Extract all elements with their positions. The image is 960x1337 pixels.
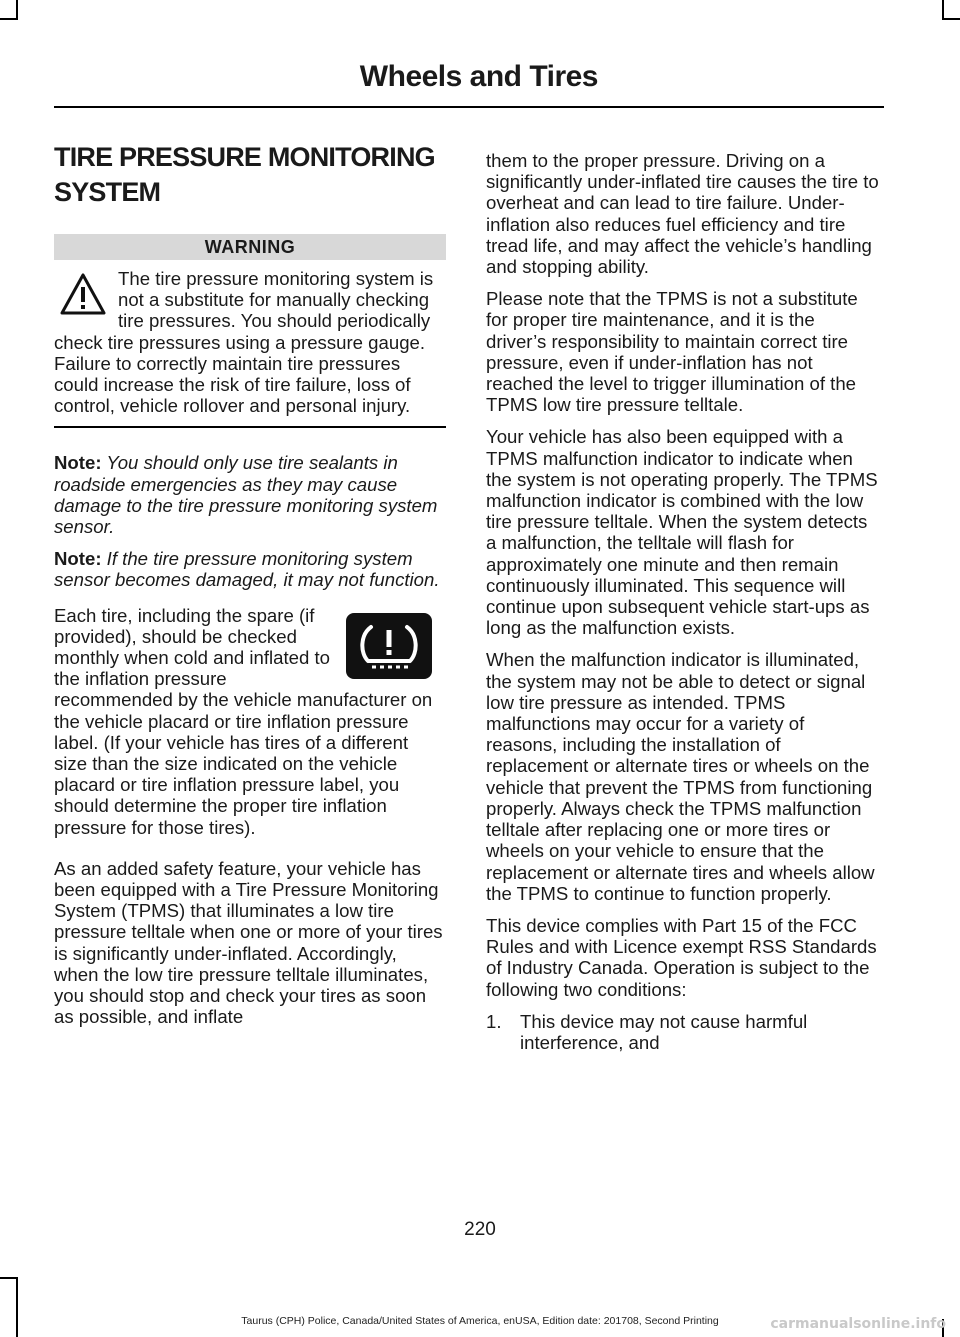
note-text: If the tire pressure monitoring system sensor becomes damaged, it may not function. (54, 548, 440, 591)
right-column (486, 150, 880, 1064)
warning-box (54, 268, 446, 428)
warning-triangle-icon (60, 272, 106, 316)
list-text: This device may not cause harmful interference, and (520, 1010, 808, 1053)
crop-mark (0, 1277, 18, 1279)
crop-mark (942, 0, 944, 18)
tpms-telltale-icon (346, 613, 432, 679)
crop-mark (0, 18, 18, 20)
warning-text: The tire pressure monitoring system is not a substitute for manually checking tire pressures. You should periodically check tire pressures using a pressure gauge. Failure to correctly maintain tire pressures could increase the risk of tire failure, loss of control, vehicle rollover and personal injury. (54, 268, 434, 417)
note-label: Note: (54, 452, 102, 474)
page-number: 220 (464, 1219, 496, 1240)
footer-text: Taurus (CPH) Police, Canada/United States of America, enUSA, Edition date: 201708, Second Printing (241, 1315, 719, 1327)
watermark: carmanualsonline.info (770, 1316, 946, 1332)
page-header-title: Wheels and Tires (359, 60, 598, 93)
crop-mark (942, 18, 960, 20)
note-paragraph (54, 548, 446, 590)
list-number: 1. (486, 1010, 502, 1032)
warning-label: WARNING (54, 234, 446, 260)
body-paragraph: Each tire, including the spare (if provided), should be checked monthly when cold and inflated to the inflation pressure recommended by the vehicle manufacturer on the vehicle placard or tire inflation pressure label. (If your vehicle has tires of a different size than the size indicated on the vehicle placard or tire inflation pressure label, you should determine the proper tire inflation pressure for those tires). (54, 604, 433, 838)
body-paragraph: them to the proper pressure. Driving on a significantly under-inflated tire causes the tire to overheat and can lead to tire failure. Under-inflation also reduces fuel efficiency and tire tread life, and may affect the vehicle’s handling and stopping ability. (486, 150, 879, 278)
left-column (54, 140, 446, 1039)
note-text: You should only use tire sealants in roadside emergencies as they may cause damage to the tire pressure monitoring system sensor. (54, 452, 438, 538)
body-paragraph: This device complies with Part 15 of the FCC Rules and with Licence exempt RSS Standards of Industry Canada. Operation is subject to the following two conditions: (486, 914, 877, 1000)
note-paragraph (54, 452, 446, 537)
body-paragraph: Your vehicle has also been equipped with a TPMS malfunction indicator to indicate when the system is not operating properly. The TPMS malfunction indicator is combined with the low tire pressure telltale. When the system detects a malfunction, the telltale will flash for approximately one minute and then remain continuously illuminated. This sequence will continue upon subsequent vehicle start-ups as long as the malfunction exists. (486, 426, 878, 639)
header-rule (54, 106, 884, 108)
list-item (486, 1011, 880, 1053)
crop-mark (16, 0, 18, 18)
crop-mark (16, 1279, 18, 1337)
body-paragraph: As an added safety feature, your vehicle has been equipped with a Tire Pressure Monitoring System (TPMS) that illuminates a low tire pressure telltale when one or more of your tires is significantly under-inflated. Accordingly, when the low tire pressure telltale illuminates, you should stop and check your tires as soon as possible, and inflate (54, 857, 443, 1028)
note-label: Note: (54, 548, 102, 570)
body-paragraph: Please note that the TPMS is not a substitute for proper tire maintenance, and it is the driver’s responsibility to maintain correct tire pressure, even if under-inflation has not reached the level to trigger illumination of the TPMS low tire pressure telltale. (486, 288, 858, 416)
section-title: TIRE PRESSURE MONITORING SYSTEM (54, 142, 435, 207)
body-paragraph: When the malfunction indicator is illuminated, the system may not be able to detect or signal low tire pressure as intended. TPMS malfunctions may occur for a variety of reasons, including the installation of replacement or alternate tires or wheels on the vehicle that prevent the TPMS from functioning properly. Always check the TPMS malfunction telltale after replacing one or more tires or wheels on your vehicle to ensure that the replacement or alternate tires and wheels allow the TPMS to continue to function properly. (486, 649, 875, 904)
